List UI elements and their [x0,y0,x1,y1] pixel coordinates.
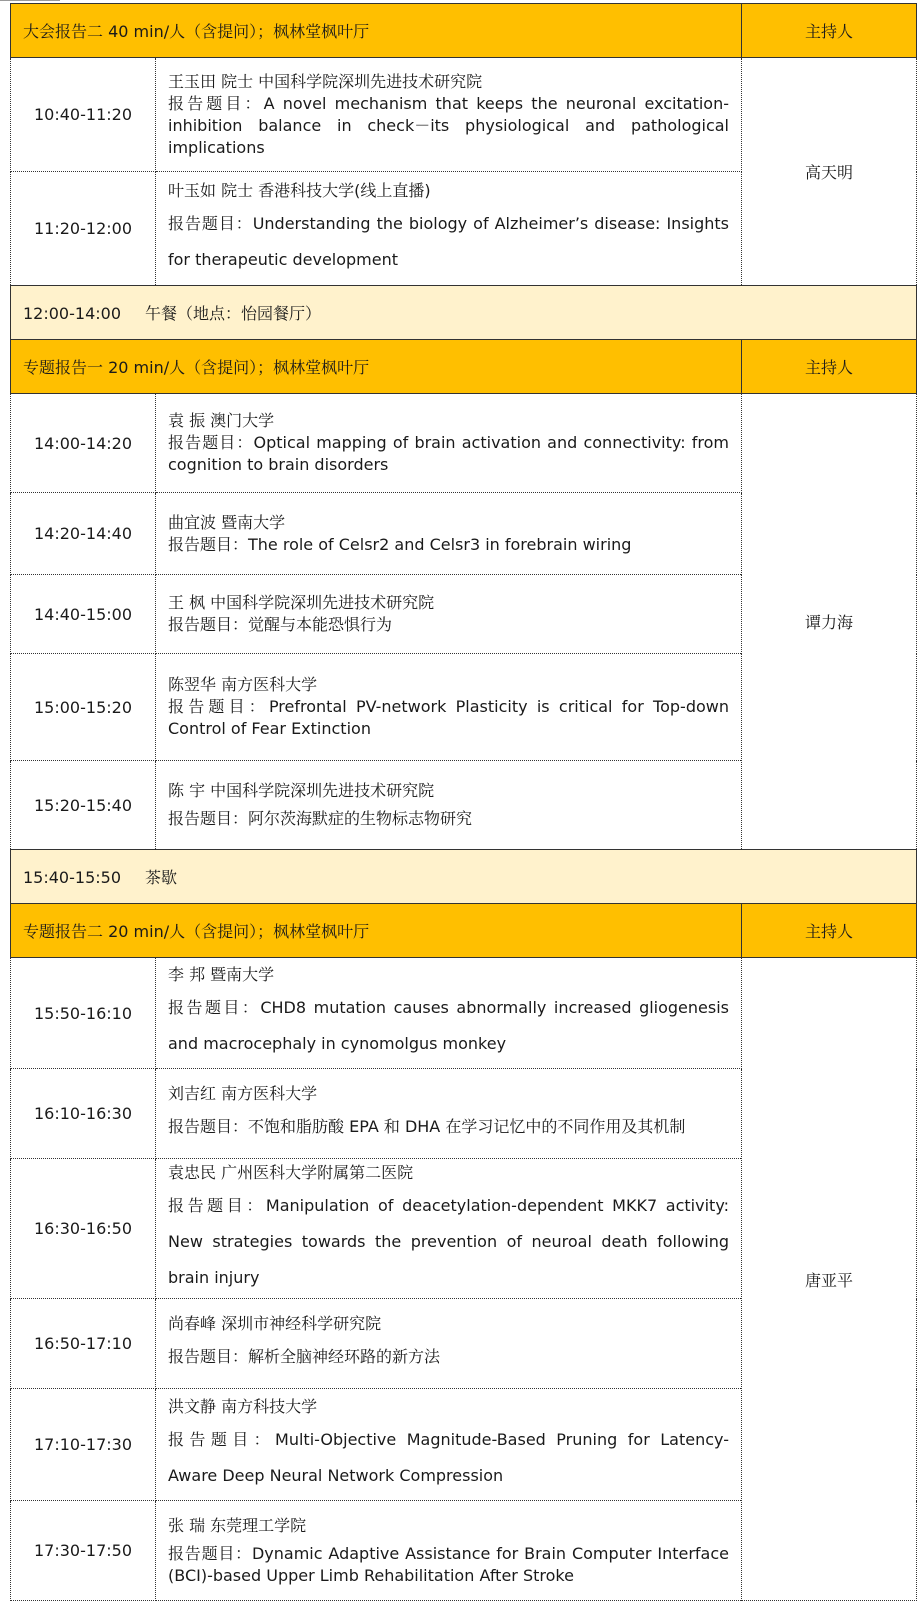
break-time: 15:40-15:50 [23,868,121,887]
talk-row [11,958,917,1069]
talk-cell [156,1501,742,1601]
talk-cell [156,575,742,654]
talk-cell [156,172,742,286]
talk-time: 14:40-15:00 [11,575,156,654]
talk-time: 14:20-14:40 [11,493,156,575]
talk-cell [156,761,742,850]
talk-time: 16:10-16:30 [11,1069,156,1159]
talk-title: 报告题目：Manipulation of deacetylation-dependent MKK7 activity: New strategies towards the prevention of neuroal death following brain injury [168,1195,730,1287]
talk-title: 报告题目：觉醒与本能恐惧行为 [168,615,393,634]
talk-time: 16:30-16:50 [11,1159,156,1299]
talk-title: 报告题目：不饱和脂肪酸 EPA 和 DHA 在学习记忆中的不同作用及其机制 [168,1116,686,1136]
talk-speaker: 叶玉如 院士 香港科技大学(线上直播) [168,180,431,200]
break-cell [11,850,917,904]
page-top-rule [0,0,60,1]
section-title: 大会报告二 40 min/人（含提问）；枫林堂枫叶厅 [11,4,742,58]
section-header-plenary2 [11,4,917,58]
session-host: 谭力海 [742,394,917,850]
talk-speaker: 张 瑞 东莞理工学院 [168,1515,307,1535]
talk-time: 10:40-11:20 [11,58,156,172]
host-header: 主持人 [742,4,917,58]
talk-speaker: 尚春峰 深圳市神经科学研究院 [168,1313,382,1333]
talk-speaker: 袁 振 澳门大学 [168,411,275,430]
break-label: 午餐（地点：怡园餐厅） [145,304,322,323]
talk-speaker: 刘吉红 南方医科大学 [168,1083,318,1103]
talk-cell [156,654,742,761]
talk-row [11,58,917,172]
section-header-special1 [11,340,917,394]
talk-cell [156,1389,742,1501]
talk-title: 报告题目：Understanding the biology of Alzheimer’s disease: Insights for therapeutic development [168,213,730,269]
session-host: 唐亚平 [742,958,917,1601]
talk-cell [156,493,742,575]
section-title: 专题报告二 20 min/人（含提问）；枫林堂枫叶厅 [11,904,742,958]
talk-speaker: 洪文静 南方科技大学 [168,1396,318,1416]
talk-time: 16:50-17:10 [11,1299,156,1389]
session-host: 高天明 [742,58,917,286]
talk-row [11,394,917,493]
talk-title: 报告题目：Multi-Objective Magnitude-Based Pruning for Latency-Aware Deep Neural Network Compression [168,1429,730,1485]
talk-title: 报告题目：The role of Celsr2 and Celsr3 in forebrain wiring [168,534,632,554]
talk-cell [156,958,742,1069]
talk-speaker: 王 枫 中国科学院深圳先进技术研究院 [168,593,435,612]
talk-time: 15:20-15:40 [11,761,156,850]
talk-title: 报告题目：Dynamic Adaptive Assistance for Brain Computer Interface (BCI)-based Upper Limb Rehabilitation After Stroke [168,1543,730,1585]
talk-speaker: 李 邦 暨南大学 [168,965,275,984]
talk-title: 报告题目：A novel mechanism that keeps the neuronal excitation-inhibition balance in check－its physiological and pathological implications [168,93,730,157]
section-header-special2 [11,904,917,958]
talk-cell [156,1069,742,1159]
talk-time: 17:10-17:30 [11,1389,156,1501]
talk-speaker: 陈 宇 中国科学院深圳先进技术研究院 [168,781,435,800]
talk-time: 14:00-14:20 [11,394,156,493]
talk-speaker: 曲宜波 暨南大学 [168,512,286,532]
host-header: 主持人 [742,904,917,958]
talk-time: 11:20-12:00 [11,172,156,286]
talk-speaker: 王玉田 院士 中国科学院深圳先进技术研究院 [168,71,483,91]
talk-time: 15:50-16:10 [11,958,156,1069]
talk-cell [156,394,742,493]
talk-speaker: 袁忠民 广州医科大学附属第二医院 [168,1162,414,1182]
talk-cell [156,1159,742,1299]
break-time: 12:00-14:00 [23,304,121,323]
talk-time: 15:00-15:20 [11,654,156,761]
talk-time: 17:30-17:50 [11,1501,156,1601]
break-row-lunch [11,286,917,340]
talk-title: 报告题目：CHD8 mutation causes abnormally increased gliogenesis and macrocephaly in cynomolgus monkey [168,998,730,1053]
talk-cell [156,58,742,172]
talk-title: 报告题目：阿尔茨海默症的生物标志物研究 [168,809,473,828]
talk-title: 报告题目：解析全脑神经环路的新方法 [168,1346,441,1366]
talk-title: 报告题目：Optical mapping of brain activation and connectivity: from cognition to brain disorders [168,433,730,474]
schedule-table [10,3,917,1601]
break-row-tea [11,850,917,904]
talk-speaker: 陈翌华 南方医科大学 [168,675,318,694]
talk-cell [156,1299,742,1389]
break-label: 茶歇 [145,868,178,887]
talk-title: 报告题目：Prefrontal PV-network Plasticity is critical for Top-down Control of Fear Extinction [168,697,730,738]
break-cell [11,286,917,340]
section-title: 专题报告一 20 min/人（含提问）；枫林堂枫叶厅 [11,340,742,394]
host-header: 主持人 [742,340,917,394]
